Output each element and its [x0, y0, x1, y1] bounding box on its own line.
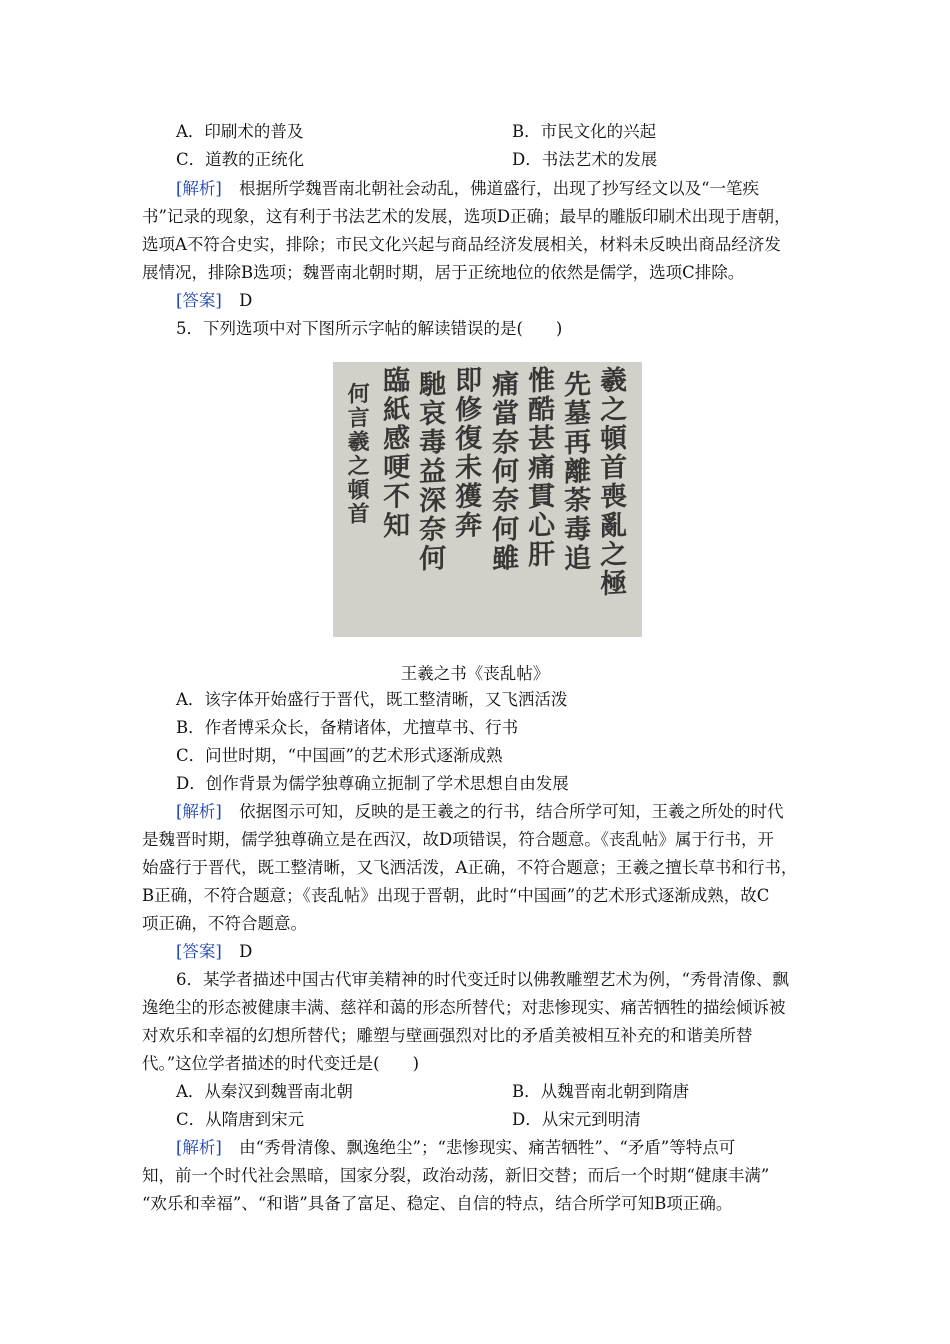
q6-stem-line-3: 对欢乐和幸福的幻想所替代；雕塑与壁画强烈对比的矛盾美被相互补充的和谐美所替: [142, 1026, 753, 1045]
calligraphy-column: 羲之頓首喪亂之極: [595, 365, 626, 599]
q5-analysis-text-1: 依据图示可知，反映的是王羲之的行书，结合所学可知，王羲之所处的时代: [239, 802, 784, 821]
q5-option-a: A．该字体开始盛行于晋代，既工整清晰，又飞洒活泼: [176, 690, 568, 709]
q6-analysis-line-1: [176, 1138, 735, 1158]
q4-analysis-line-3: 选项A不符合史实，排除；市民文化兴起与商品经济发展相关，材料未反映出商品经济发: [142, 235, 781, 254]
calligraphy-column: 即修復未獲奔: [450, 365, 482, 541]
q5-analysis-line-4: B正确，不符合题意；《丧乱帖》出现于晋朝，此时“中国画”的艺术形式逐渐成熟，故C: [142, 886, 770, 905]
q6-stem-line-2: 逸绝尘的形态被健康丰满、慈祥和蔼的形态所替代；对悲惨现实、痛苦牺牲的描绘倾诉被: [142, 998, 786, 1017]
calligraphy-columns: [333, 362, 642, 637]
q6-option-d: D．从宋元到明清: [512, 1110, 641, 1129]
q5-analysis-line-1: [176, 802, 784, 822]
q4-option-c: C．道教的正统化: [176, 150, 305, 169]
q4-analysis-tag: [解析]: [176, 179, 222, 198]
q5-option-d: D．创作背景为儒学独尊确立扼制了学术思想自由发展: [176, 774, 569, 793]
q6-stem-line-1: 6．某学者描述中国古代审美精神的时代变迁时以佛教雕塑艺术为例，“秀骨清像、飘: [176, 970, 789, 989]
calligraphy-column: 惟酷甚痛貫心肝: [522, 365, 554, 570]
calligraphy-column: 馳哀毒益深奈何: [414, 369, 446, 574]
q6-analysis-line-3: “欢乐和幸福”、“和谐”具备了富足、稳定、自信的特点，结合所学可知B项正确。: [142, 1194, 733, 1213]
q4-option-d: D．书法艺术的发展: [512, 150, 658, 169]
q4-option-a: A．印刷术的普及: [176, 122, 304, 141]
calligraphy-column: 臨紙感哽不知: [378, 365, 410, 541]
q4-option-b: B．市民文化的兴起: [512, 122, 657, 141]
q5-analysis-line-5: 项正确，不符合题意。: [142, 914, 307, 933]
calligraphy-image: [333, 362, 642, 637]
q5-answer-line: [176, 942, 252, 962]
q5-analysis-line-3: 始盛行于晋代，既工整清晰，又飞洒活泼，A正确，不符合题意；王羲之擅长草书和行书，: [142, 858, 798, 877]
q5-analysis-line-2: 是魏晋时期，儒学独尊确立是在西汉，故D项错误，符合题意。《丧乱帖》属于行书，开: [142, 830, 774, 849]
q6-option-c: C．从隋唐到宋元: [176, 1110, 305, 1129]
q6-option-a: A．从秦汉到魏晋南北朝: [176, 1082, 353, 1101]
q5-analysis-tag: [解析]: [176, 802, 222, 821]
q4-answer-value: D: [239, 291, 253, 310]
q4-answer-tag: [答案]: [176, 291, 222, 310]
q6-analysis-tag: [解析]: [176, 1138, 222, 1157]
q5-answer-tag: [答案]: [176, 942, 222, 961]
figure-caption: 王羲之书《丧乱帖》: [400, 664, 550, 683]
calligraphy-column: 痛當奈何奈何雖: [486, 369, 518, 574]
q6-stem-line-4: 代。”这位学者描述的时代变迁是( ): [142, 1054, 420, 1073]
calligraphy-column: 先墓再離荼毒追: [558, 369, 590, 574]
q4-analysis-line-1: [176, 179, 759, 199]
q5-option-c: C．问世时期，“中国画”的艺术形式逐渐成熟: [176, 746, 503, 765]
q6-analysis-text-1: 由“秀骨清像、飘逸绝尘”；“悲惨现实、痛苦牺牲”、“矛盾”等特点可: [239, 1138, 736, 1157]
q5-answer-value: D: [239, 942, 253, 961]
q4-analysis-text-1: 根据所学魏晋南北朝社会动乱，佛道盛行，出现了抄写经文以及“一笔疾: [239, 179, 760, 198]
q4-answer-line: [176, 291, 252, 311]
q4-analysis-line-4: 展情况，排除B选项；魏晋南北朝时期，居于正统地位的依然是儒学，选项C排除。: [142, 263, 745, 282]
q6-option-b: B．从魏晋南北朝到隋唐: [512, 1082, 690, 1101]
q5-stem: 5．下列选项中对下图所示字帖的解读错误的是( ): [176, 319, 563, 338]
calligraphy-column: 何言羲之頓首: [344, 381, 371, 527]
q4-analysis-line-2: 书”记录的现象，这有利于书法艺术的发展，选项D正确；最早的雕版印刷术出现于唐朝，: [142, 207, 791, 226]
q6-analysis-line-2: 知，前一个时代社会黑暗，国家分裂，政治动荡，新旧交替；而后一个时期“健康丰满”: [142, 1166, 770, 1185]
q5-option-b: B．作者博采众长，备精诸体，尤擅草书、行书: [176, 718, 519, 737]
